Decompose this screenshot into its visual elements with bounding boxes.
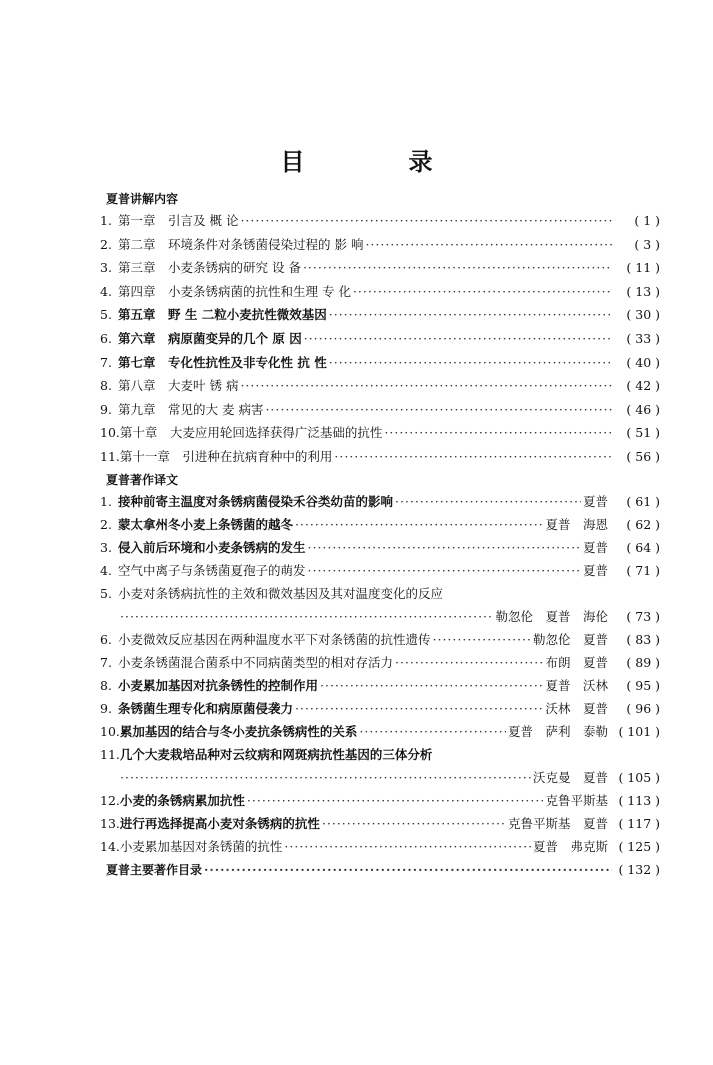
toc-entry[interactable] bbox=[100, 209, 660, 233]
entry-number: 9. bbox=[100, 401, 112, 417]
leader-dots bbox=[395, 651, 543, 674]
entry-number: 6. bbox=[100, 631, 112, 647]
leader-dots bbox=[240, 209, 612, 233]
entry-title: 第四章 小麦条锈病菌的抗性和生理 专 化 bbox=[118, 283, 351, 299]
entry-title: 蒙太拿州冬小麦上条锈菌的越冬 bbox=[118, 516, 294, 532]
entry-title: 空气中离子与条锈菌夏孢子的萌发 bbox=[118, 562, 306, 578]
entry-number: 4. bbox=[100, 283, 112, 299]
entry-title: 夏普主要著作目录 bbox=[106, 862, 203, 877]
entry-page: ( 1 ) bbox=[634, 213, 660, 228]
entry-title: 第二章 环境条件对条锈菌侵染过程的 影 响 bbox=[118, 236, 364, 252]
leader-dots bbox=[240, 374, 612, 398]
leader-dots bbox=[120, 766, 531, 789]
leader-dots bbox=[384, 421, 612, 445]
toc-entry[interactable] bbox=[100, 303, 660, 327]
entry-author: 夏普 萨利 泰勒 bbox=[507, 723, 608, 739]
entry-page: ( 113 ) bbox=[618, 792, 660, 808]
entry-page: ( 33 ) bbox=[626, 330, 660, 346]
leader-dots bbox=[353, 280, 612, 304]
entry-title: 侵入前后环境和小麦条锈病的发生 bbox=[118, 539, 306, 555]
leader-dots bbox=[329, 351, 612, 375]
leader-dots bbox=[308, 536, 581, 559]
entry-title: 小麦累加基因对条锈菌的抗性 bbox=[119, 838, 283, 854]
toc-entry[interactable] bbox=[100, 374, 660, 398]
toc-entry[interactable] bbox=[100, 351, 660, 375]
leader-dots bbox=[334, 445, 612, 469]
entry-author: 沃克曼 夏普 bbox=[532, 769, 608, 785]
translation-list bbox=[100, 490, 660, 858]
entry-title: 第三章 小麦条锈病的研究 设 备 bbox=[118, 260, 301, 276]
entry-number: 10. bbox=[100, 425, 120, 441]
entry-title: 第九章 常见的大 麦 病害 bbox=[118, 401, 264, 417]
leader-dots bbox=[395, 490, 581, 513]
entry-page: ( 56 ) bbox=[626, 448, 660, 464]
entry-author: 克鲁平斯基 夏普 bbox=[507, 815, 608, 831]
entry-author: 夏普 bbox=[582, 539, 608, 555]
entry-page: ( 13 ) bbox=[626, 283, 660, 299]
toc-entry[interactable] bbox=[100, 559, 660, 582]
toc-entry[interactable] bbox=[100, 812, 660, 835]
toc-entry[interactable] bbox=[100, 582, 660, 605]
entry-page: ( 89 ) bbox=[626, 654, 660, 670]
entry-number: 5. bbox=[100, 307, 112, 323]
entry-number: 3. bbox=[100, 539, 112, 555]
leader-dots bbox=[295, 697, 543, 720]
entry-title: 第五章 野 生 二粒小麦抗性微效基因 bbox=[118, 307, 327, 323]
entry-number: 5. bbox=[100, 585, 112, 601]
entry-number: 9. bbox=[100, 700, 112, 716]
entry-title: 接种前寄主温度对条锈病菌侵染禾谷类幼苗的影响 bbox=[118, 493, 394, 509]
entry-title: 条锈菌生理专化和病原菌侵袭力 bbox=[118, 700, 294, 716]
entry-page: ( 73 ) bbox=[626, 608, 660, 624]
entry-title: 第七章 专化性抗性及非专化性 抗 性 bbox=[118, 354, 327, 370]
lecture-list bbox=[100, 209, 660, 469]
toc-entry[interactable] bbox=[100, 674, 660, 697]
entry-number: 11. bbox=[100, 448, 120, 464]
entry-number: 12. bbox=[100, 792, 120, 808]
entry-number: 10. bbox=[100, 723, 120, 739]
toc-entry-continuation[interactable] bbox=[100, 605, 660, 628]
entry-title: 小麦的条锈病累加抗性 bbox=[119, 792, 245, 808]
entry-page: ( 95 ) bbox=[626, 677, 660, 693]
entry-author: 夏普 沃林 bbox=[545, 677, 608, 693]
entry-page: ( 46 ) bbox=[626, 401, 660, 417]
entry-page: ( 62 ) bbox=[626, 516, 660, 532]
entry-author: 夏普 弗克斯 bbox=[532, 838, 608, 854]
entry-title: 第六章 病原菌变异的几个 原 因 bbox=[118, 330, 302, 346]
entry-title: 第八章 大麦叶 锈 病 bbox=[118, 378, 239, 394]
entry-page: ( 96 ) bbox=[626, 700, 660, 716]
entry-page: ( 83 ) bbox=[626, 631, 660, 647]
entry-number: 13. bbox=[100, 815, 120, 831]
entry-page: ( 125 ) bbox=[618, 838, 660, 854]
entry-page: ( 64 ) bbox=[626, 539, 660, 555]
entry-title: 累加基因的结合与冬小麦抗条锈病性的关系 bbox=[119, 723, 358, 739]
entry-number: 7. bbox=[100, 354, 112, 370]
entry-title: 小麦累加基因对抗条锈性的控制作用 bbox=[118, 677, 319, 693]
entry-title: 进行再选择提高小麦对条锈病的抗性 bbox=[119, 815, 320, 831]
entry-title: 第十章 大麦应用轮回选择获得广泛基础的抗性 bbox=[119, 425, 383, 441]
leader-dots bbox=[247, 789, 544, 812]
toc-entry[interactable] bbox=[100, 490, 660, 513]
entry-title: 小麦对条锈病抗性的主效和微效基因及其对温度变化的反应 bbox=[118, 585, 444, 601]
entry-author: 夏普 bbox=[582, 493, 608, 509]
entry-author: 夏普 海恩 bbox=[545, 516, 608, 532]
toc-entry[interactable] bbox=[100, 280, 660, 304]
entry-page: ( 11 ) bbox=[626, 260, 660, 276]
entry-author: 布朗 夏普 bbox=[545, 654, 608, 670]
toc-entry[interactable] bbox=[100, 536, 660, 559]
toc-entry[interactable] bbox=[100, 327, 660, 351]
entry-number: 14. bbox=[100, 838, 120, 854]
entry-number: 6. bbox=[100, 330, 112, 346]
toc-entry[interactable] bbox=[100, 256, 660, 280]
entry-page: ( 40 ) bbox=[626, 354, 660, 370]
toc-entry[interactable] bbox=[100, 743, 660, 766]
toc-entry[interactable] bbox=[100, 628, 660, 651]
toc-entry[interactable] bbox=[100, 513, 660, 536]
table-of-contents bbox=[100, 190, 660, 881]
entry-page: ( 30 ) bbox=[626, 307, 660, 323]
entry-page: ( 101 ) bbox=[618, 723, 660, 739]
entry-title: 小麦条锈菌混合菌系中不同病菌类型的相对存活力 bbox=[118, 654, 394, 670]
entry-title: 小麦微效反应基因在两种温度水平下对条锈菌的抗性遗传 bbox=[118, 631, 431, 647]
leader-dots bbox=[308, 559, 581, 582]
toc-entry[interactable] bbox=[100, 697, 660, 720]
entry-page: ( 132 ) bbox=[618, 861, 660, 877]
entry-author: 勒忽伦 夏普 海伦 bbox=[495, 608, 608, 624]
entry-author: 勒忽伦 夏普 bbox=[532, 631, 608, 647]
leader-dots bbox=[120, 605, 493, 628]
entry-number: 1. bbox=[100, 213, 112, 228]
toc-entry[interactable] bbox=[100, 789, 660, 812]
section-heading-translations: 夏普著作译文 bbox=[106, 472, 179, 487]
entry-number: 8. bbox=[100, 378, 112, 394]
entry-title: 第一章 引言及 概 论 bbox=[118, 213, 239, 228]
entry-number: 2. bbox=[100, 516, 112, 532]
leader-dots bbox=[365, 233, 612, 257]
entry-page: ( 42 ) bbox=[626, 378, 660, 394]
toc-entry[interactable] bbox=[100, 421, 660, 445]
toc-entry[interactable] bbox=[100, 651, 660, 674]
entry-author: 克鲁平斯基 bbox=[545, 792, 608, 808]
toc-entry[interactable] bbox=[100, 398, 660, 422]
leader-dots bbox=[204, 858, 612, 882]
entry-page: ( 105 ) bbox=[618, 769, 660, 785]
entry-title: 几个大麦栽培品种对云纹病和网斑病抗性基因的三体分析 bbox=[119, 746, 433, 762]
leader-dots bbox=[303, 256, 612, 280]
entry-page: ( 61 ) bbox=[626, 493, 660, 509]
entry-number: 2. bbox=[100, 236, 112, 252]
toc-entry-bibliography[interactable] bbox=[106, 858, 660, 882]
leader-dots bbox=[320, 674, 543, 697]
entry-page: ( 117 ) bbox=[618, 815, 660, 831]
leader-dots bbox=[329, 303, 612, 327]
entry-author: 沃林 夏普 bbox=[545, 700, 608, 716]
entry-page: ( 71 ) bbox=[626, 562, 660, 578]
section-heading-lectures: 夏普讲解内容 bbox=[106, 192, 179, 206]
entry-author: 夏普 bbox=[582, 562, 608, 578]
entry-title: 第十一章 引进种在抗病育种中的利用 bbox=[119, 448, 333, 464]
toc-entry[interactable] bbox=[100, 233, 660, 257]
leader-dots bbox=[433, 628, 531, 651]
toc-entry-continuation[interactable] bbox=[100, 766, 660, 789]
entry-number: 4. bbox=[100, 562, 112, 578]
toc-entry[interactable] bbox=[100, 720, 660, 743]
toc-entry[interactable] bbox=[100, 835, 660, 858]
entry-page: ( 51 ) bbox=[626, 425, 660, 441]
leader-dots bbox=[322, 812, 506, 835]
entry-number: 8. bbox=[100, 677, 112, 693]
entry-number: 1. bbox=[100, 493, 112, 509]
entry-page: ( 3 ) bbox=[634, 236, 660, 252]
leader-dots bbox=[265, 398, 612, 422]
entry-number: 3. bbox=[100, 260, 112, 276]
entry-number: 11. bbox=[100, 746, 120, 762]
page-title: 目 录 bbox=[280, 148, 473, 176]
leader-dots bbox=[359, 720, 506, 743]
entry-number: 7. bbox=[100, 654, 112, 670]
leader-dots bbox=[295, 513, 543, 536]
leader-dots bbox=[304, 327, 612, 351]
toc-entry[interactable] bbox=[100, 445, 660, 469]
leader-dots bbox=[284, 835, 531, 858]
